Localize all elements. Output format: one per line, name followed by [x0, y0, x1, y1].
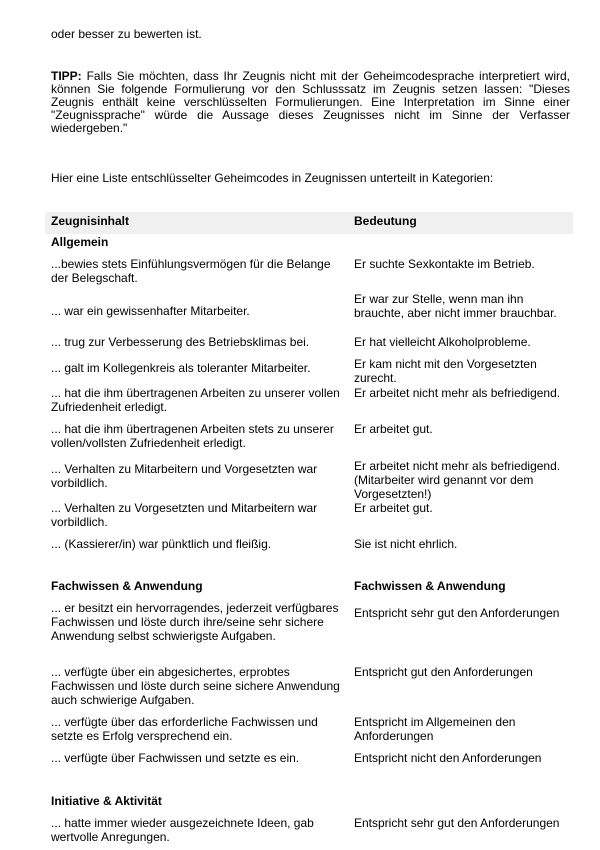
row-content: ... verfügte über Fachwissen und setzte es ein. [51, 751, 300, 765]
list-intro: Hier eine Liste entschlüsselter Geheimcodes in Zeugnissen unterteilt in Kategorien: [51, 171, 494, 185]
row-meaning: Entspricht nicht den Anforderungen [354, 751, 542, 765]
row-content: ... Verhalten zu Vorgesetzten und Mitarbeitern war vorbildlich. [51, 501, 318, 529]
row-meaning: Er arbeitet nicht mehr als befriedigend. (Mitarbeiter wird genannt vor dem Vorgesetzten!) [354, 459, 561, 501]
row-content: ... trug zur Verbesserung des Betriebsklimas bei. [51, 335, 310, 349]
row-content: ... war ein gewissenhafter Mitarbeiter. [51, 304, 250, 318]
tip-paragraph [51, 70, 570, 135]
row-content: ... hatte immer wieder ausgezeichnete Ideen, gab wertvolle Anregungen. [51, 816, 314, 844]
intro-top-line: oder besser zu bewerten ist. [51, 27, 202, 41]
row-meaning: Er war zur Stelle, wenn man ihn brauchte, aber nicht immer brauchbar. [354, 292, 557, 320]
row-meaning: Er kam nicht mit den Vorgesetzten zurecht. [354, 357, 537, 385]
row-content: ... er besitzt ein hervorragendes, jederzeit verfügbares Fachwissen und löste durch ihre/seine sehr sichere Anwendung selbst schwierigste Aufgaben. [51, 601, 339, 643]
section-title: Allgemein [51, 235, 109, 249]
header-zeugnisinhalt: Zeugnisinhalt [51, 214, 129, 228]
row-content: ... (Kassierer/in) war pünktlich und fleißig. [51, 537, 272, 551]
row-meaning: Er suchte Sexkontakte im Betrieb. [354, 257, 535, 271]
section-title: Initiative & Aktivität [51, 794, 162, 808]
row-content: ... Verhalten zu Mitarbeitern und Vorgesetzten war vorbildlich. [51, 462, 318, 490]
table-header [45, 212, 573, 234]
row-content: ...bewies stets Einfühlungsvermögen für die Belange der Belegschaft. [51, 257, 331, 285]
row-meaning: Entspricht im Allgemeinen den Anforderungen [354, 715, 516, 743]
row-content: ... galt im Kollegenkreis als toleranter Mitarbeiter. [51, 361, 311, 375]
row-meaning: Entspricht gut den Anforderungen [354, 665, 533, 679]
row-meaning: Entspricht sehr gut den Anforderungen [354, 816, 560, 830]
row-content: ... hat die ihm übertragenen Arbeiten zu unserer vollen Zufriedenheit erledigt. [51, 386, 340, 414]
row-meaning: Er arbeitet gut. [354, 501, 433, 515]
row-content: ... verfügte über ein abgesichertes, erprobtes Fachwissen und löste durch seine sichere Anwendung auch schwierige Aufgaben. [51, 665, 340, 707]
row-content: ... verfügte über das erforderliche Fachwissen und setzte es Erfolg versprechend ein. [51, 715, 318, 743]
section-title: Fachwissen & Anwendung [51, 579, 203, 593]
tip-text: Falls Sie möchten, dass Ihr Zeugnis nicht mit der Geheimcodesprache interpretiert wird, können Sie folgende Formulierung vor den Schlusssatz im Zeugnis setzen lassen: "Dieses Zeugnis enthält keine verschlüsselten Formulierungen. Eine Interpretation im Sinne einer "Zeugnissprache" würde die Aussage dieses Zeugnisses nicht im Sinne der Verfasser wiedergeben." [51, 69, 570, 135]
section-title-meaning: Fachwissen & Anwendung [354, 579, 506, 593]
row-content: ... hat die ihm übertragenen Arbeiten stets zu unserer vollen/vollsten Zufriedenheit erledigt. [51, 422, 334, 450]
row-meaning: Er arbeitet gut. [354, 422, 433, 436]
header-bedeutung: Bedeutung [354, 214, 417, 228]
row-meaning: Er arbeitet nicht mehr als befriedigend. [354, 386, 561, 400]
row-meaning: Er hat vielleicht Alkoholprobleme. [354, 335, 531, 349]
row-meaning: Entspricht sehr gut den Anforderungen [354, 606, 560, 620]
tip-label: TIPP: [51, 69, 82, 83]
row-meaning: Sie ist nicht ehrlich. [354, 537, 458, 551]
